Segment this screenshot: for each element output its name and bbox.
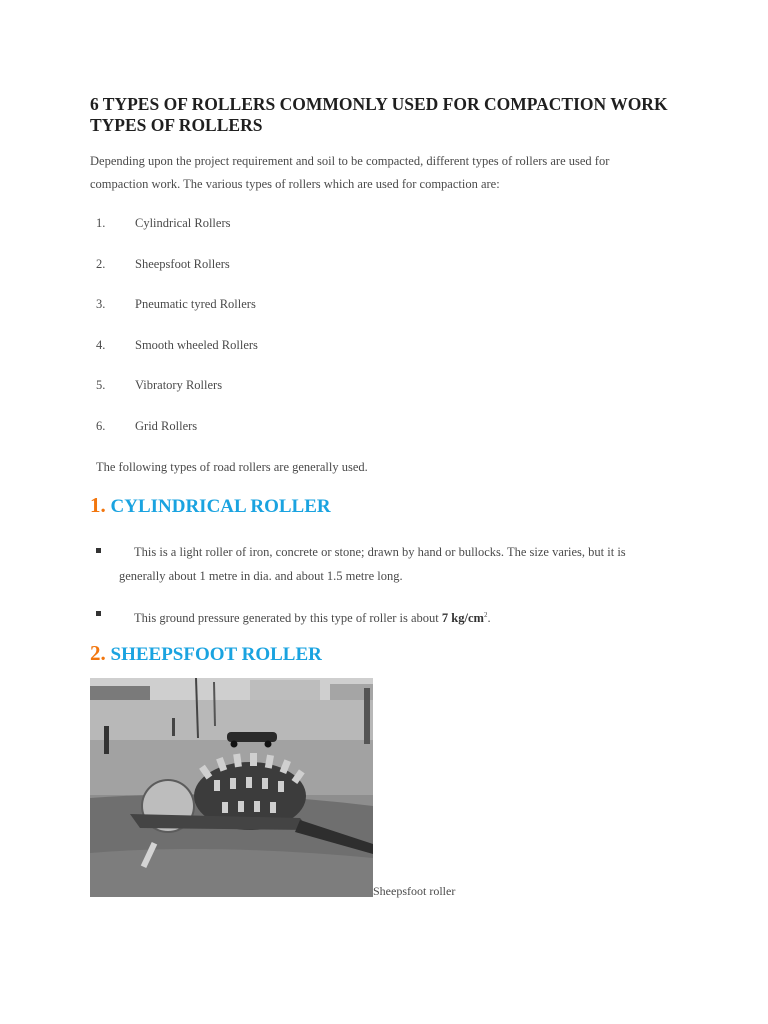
list-item-label: Smooth wheeled Rollers — [135, 337, 258, 352]
list-item — [96, 374, 258, 415]
list-item-label: Pneumatic tyred Rollers — [135, 297, 256, 311]
list-item-label: Cylindrical Rollers — [135, 216, 231, 230]
page-title-line-2: TYPES OF ROLLERS — [90, 115, 263, 135]
page-title-line-1: 6 TYPES OF ROLLERS COMMONLY USED FOR COMPACTION WORK — [90, 94, 668, 114]
sheepsfoot-roller-photo — [90, 678, 373, 897]
bullet-item — [96, 603, 491, 630]
bullet-line-2: generally about 1 metre in dia. and about 1.5 metre long. — [119, 569, 403, 583]
section-title: CYLINDRICAL ROLLER — [110, 496, 331, 517]
list-item-number: 1. — [96, 216, 106, 230]
section-number: 1. — [90, 493, 106, 517]
bullet-line-1: This is a light roller of iron, concrete or stone; drawn by hand or bullocks. The size varies, but it is — [134, 545, 626, 559]
list-item — [96, 212, 258, 253]
list-item — [96, 334, 258, 375]
page-title — [90, 94, 730, 136]
section-number: 2. — [90, 641, 106, 665]
cylindrical-roller-bullet-list — [96, 540, 626, 588]
bullet-item — [96, 540, 626, 588]
photo-caption: Sheepsfoot roller — [373, 884, 456, 898]
ground-pressure-text — [96, 603, 491, 630]
section-heading-sheepsfoot-roller — [90, 640, 322, 668]
ground-pressure-value: 7 kg/cm — [441, 611, 484, 626]
ground-pressure-label: This ground pressure generated by this type of roller is about — [134, 611, 442, 626]
list-item-number: 2. — [96, 256, 106, 271]
list-item-number: 4. — [96, 337, 106, 352]
list-item — [96, 253, 258, 294]
list-item — [96, 415, 258, 456]
roller-types-list — [96, 212, 258, 455]
list-item-number: 3. — [96, 297, 106, 311]
list-item-label: Grid Rollers — [135, 418, 198, 433]
intro-paragraph — [90, 150, 690, 196]
list-item-label: Sheepsfoot Rollers — [135, 256, 230, 271]
section-heading-cylindrical-roller — [90, 492, 331, 520]
list-item-number: 5. — [96, 378, 106, 392]
ground-pressure-superscript: 2 — [483, 611, 488, 619]
list-item — [96, 293, 258, 334]
section-title: SHEEPSFOOT ROLLER — [110, 644, 322, 665]
ground-pressure-bullet-list — [96, 603, 491, 630]
road-rollers-note: The following types of road rollers are generally used. — [96, 460, 368, 474]
list-item-number: 6. — [96, 418, 106, 433]
ground-pressure-period: . — [487, 611, 491, 626]
intro-line-1: Depending upon the project requirement and soil to be compacted, different types of rollers are used for — [90, 154, 610, 168]
square-bullet-icon — [96, 548, 101, 553]
intro-line-2: compaction work. The various types of rollers which are used for compaction are: — [90, 177, 500, 191]
square-bullet-icon — [96, 611, 101, 616]
list-item-label: Vibratory Rollers — [135, 378, 223, 392]
